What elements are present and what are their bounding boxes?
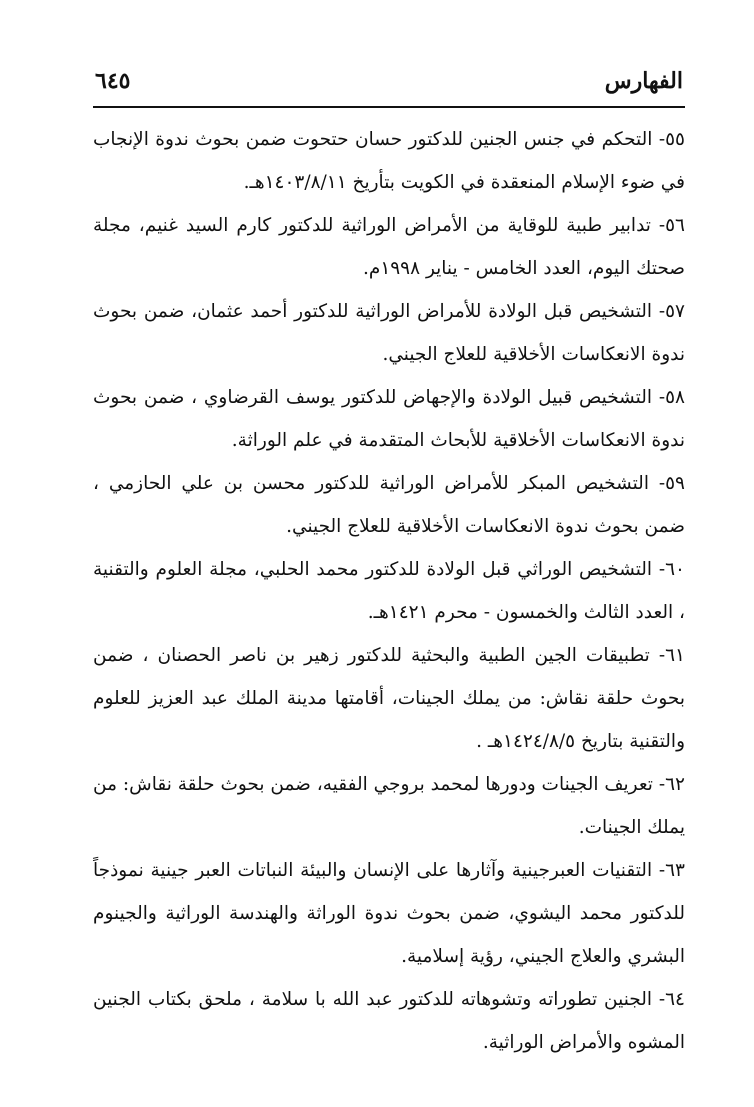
entry-text: تدابير طبية للوقاية من الأمراض الوراثية للدكتور كارم السيد غنيم، مجلة صحتك اليوم، العدد الخامس - يناير ١٩٩٨م. xyxy=(93,215,685,279)
entry-text: تطبيقات الجين الطبية والبحثية للدكتور زهير بن ناصر الحصنان ، ضمن بحوث حلقة نقاش: من يملك الجينات، أقامتها مدينة الملك عبد العزيز للعلوم والتقنية بتاريخ ١٤٢٤/٨/٥هـ . xyxy=(93,645,685,752)
reference-entry xyxy=(93,376,685,462)
entry-text: التشخيص قبل الولادة للأمراض الوراثية للدكتور أحمد عثمان، ضمن بحوث ندوة الانعكاسات الأخلاقية للعلاج الجيني. xyxy=(93,301,685,365)
reference-entry xyxy=(93,462,685,548)
page-header xyxy=(93,68,685,108)
reference-entry xyxy=(93,204,685,290)
reference-entry xyxy=(93,763,685,849)
reference-list xyxy=(93,118,685,1064)
entry-text: التقنيات العبرجينية وآثارها على الإنسان والبيئة النباتات العبر جينية نموذجاً للدكتور محمد اليشوي، ضمن بحوث ندوة الوراثة والهندسة الوراثية والجينوم البشري والعلاج الجيني، رؤية إسلامية. xyxy=(93,860,685,967)
entry-number: ٦٤- xyxy=(658,989,685,1010)
entry-number: ٥٩- xyxy=(658,473,685,494)
reference-entry xyxy=(93,849,685,978)
reference-entry xyxy=(93,978,685,1064)
entry-number: ٦١- xyxy=(658,645,685,666)
entry-text: الجنين تطوراته وتشوهاته للدكتور عبد الله با سلامة ، ملحق بكتاب الجنين المشوه والأمراض الوراثية. xyxy=(93,989,685,1053)
entry-number: ٦٢- xyxy=(658,774,685,795)
section-title: الفهارس xyxy=(604,68,683,94)
entry-number: ٥٥- xyxy=(658,129,685,150)
page-number: ٦٤٥ xyxy=(95,68,131,94)
entry-text: التشخيص المبكر للأمراض الوراثية للدكتور محسن بن علي الحازمي ، ضمن بحوث ندوة الانعكاسات الأخلاقية للعلاج الجيني. xyxy=(93,473,685,537)
reference-entry xyxy=(93,634,685,763)
entry-text: التشخيص الوراثي قبل الولادة للدكتور محمد الحلبي، مجلة العلوم والتقنية ، العدد الثالث والخمسون - محرم ١٤٢١هـ. xyxy=(93,559,685,623)
entry-text: التشخيص قبيل الولادة والإجهاض للدكتور يوسف القرضاوي ، ضمن بحوث ندوة الانعكاسات الأخلاقية للأبحاث المتقدمة في علم الوراثة. xyxy=(93,387,685,451)
entry-text: تعريف الجينات ودورها لمحمد بروجي الفقيه، ضمن بحوث حلقة نقاش: من يملك الجينات. xyxy=(93,774,685,838)
reference-entry xyxy=(93,118,685,204)
entry-number: ٥٧- xyxy=(658,301,685,322)
entry-number: ٦٣- xyxy=(658,860,685,881)
reference-entry xyxy=(93,290,685,376)
document-page xyxy=(93,68,685,1064)
entry-number: ٥٦- xyxy=(658,215,685,236)
entry-text: التحكم في جنس الجنين للدكتور حسان حتحوت ضمن بحوث ندوة الإنجاب في ضوء الإسلام المنعقدة في الكويت بتأريخ ١٤٠٣/٨/١١هـ. xyxy=(93,129,685,193)
reference-entry xyxy=(93,548,685,634)
entry-number: ٥٨- xyxy=(658,387,685,408)
entry-number: ٦٠- xyxy=(658,559,685,580)
